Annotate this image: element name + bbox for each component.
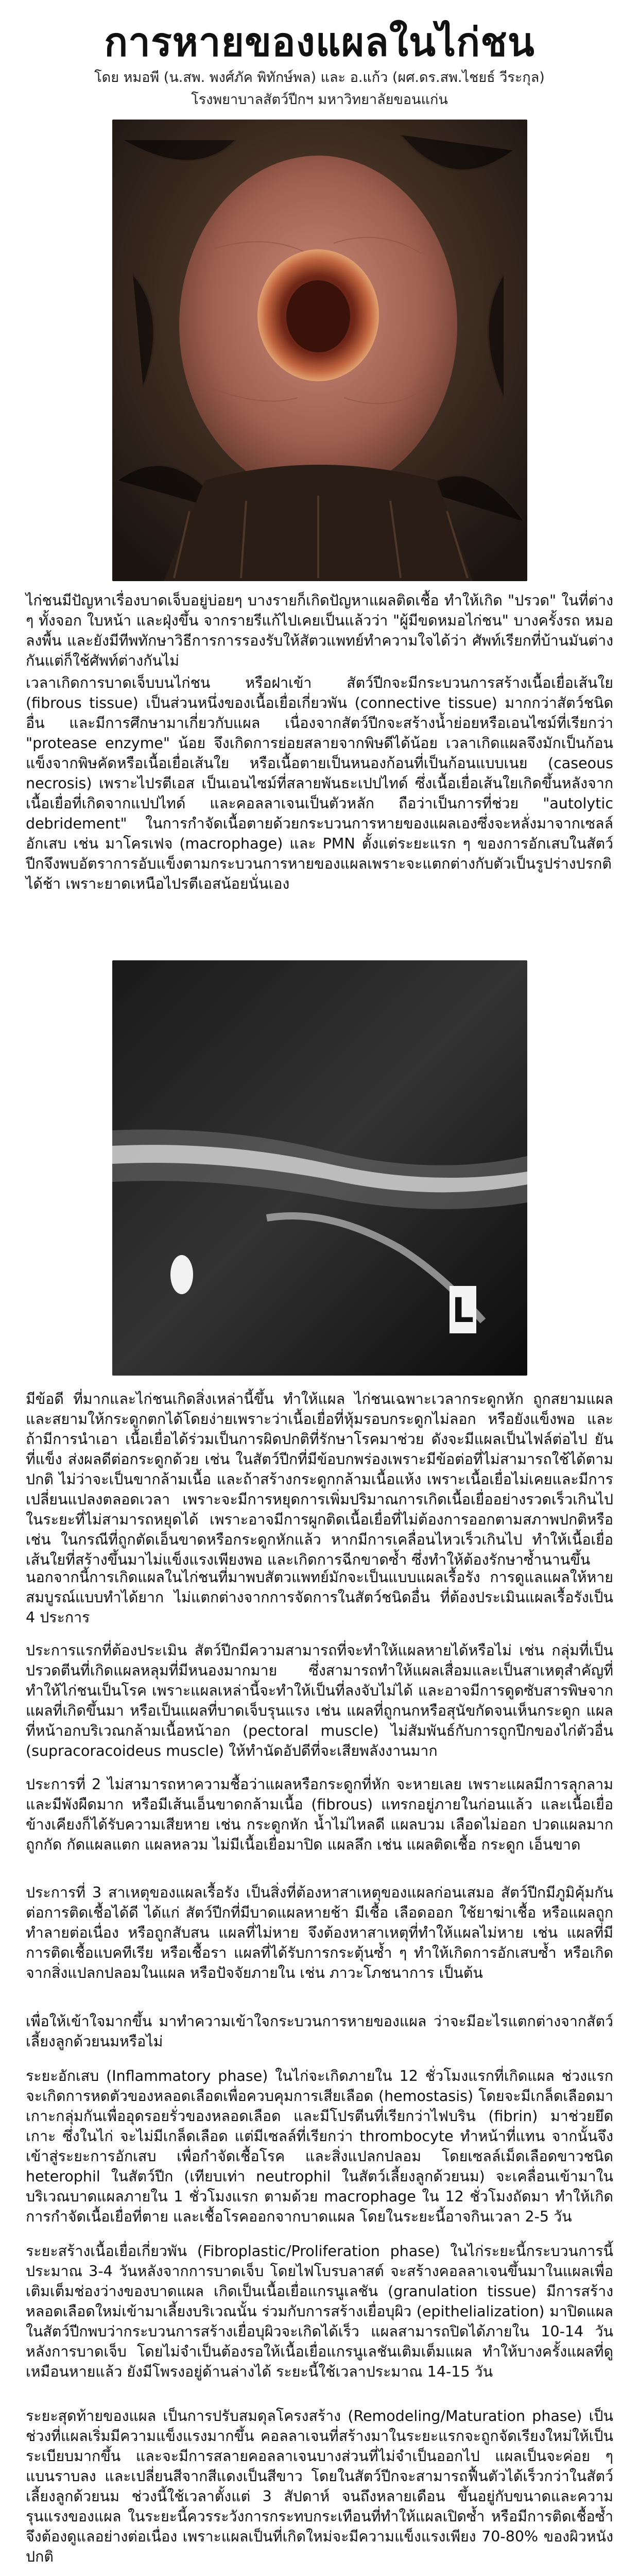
- paragraph-3: มีข้อดี ที่มากและไก่ชนเกิดสิ่งเหล่านี้ขึ้น ทำให้แผล ไก่ชนเฉพาะเวลากระดูกหัก ถูกสยามแผลและสยามให้กระดูกตกได้โดยง่ายเพราะว่าเนื้อเยื่อที่หุ้มรอบกระดูกไม่ลอก หรือยังแข็งพอ และถ้ามีการนำเอา เนื้อเยื่อได้ร่วมเป็นการผิดปกติที่รักษาโรคมาช่วย ดังจะมีแผลเป็นไฟล์ต่อไป ยันที่แข็ง ส่งผลดีต่อกระดูกด้วย เช่น ในสัตว์ปีกที่มีข้อบกพร่องเพราะมีข้อต่อที่ไม่สามารถใช้ได้ตามปกติ ไม่ว่าจะเป็นขากล้ามเนื้อ และถ้าสร้างกระดูกกล้ามเนื้อแห้ง เพราะเนื้อเยื่อไม่เคยและมีการเปลี่ยนแปลงตลอดเวลา เพราะจะมีการหยุดการเพิ่มปริมาณการเกิดเนื้อเยื่ออย่างรวดเร็วเกินไป ในระยะที่ไม่สามารถหยุดได้ เพราะอาจมีการผูกติดเนื้อเยื่อที่ไม่ต้องการออกตามสภาพปกติหรือ เช่น ในกรณีที่ถูกตัดเอ็นขาดหรือกระดูกหักแล้ว หากมีการเคลื่อนไหวเร็วเกินไป ทำให้เนื้อเยื่อเส้นใยที่สร้างขึ้นมาไม่แข็งแรงเพียงพอ และเกิดการฉีกขาดซ้ำ ซึ่งทำให้ต้องรักษาซ้ำนานขึ้น: [26, 1391, 613, 1568]
- page-title: การหายของแผลในไก่ชน: [104, 19, 535, 65]
- affiliation-line: โรงพยาบาลสัตว์ปีกฯ มหาวิทยาลัยขอนแก่น: [191, 92, 448, 108]
- paragraph-8: เพื่อให้เข้าใจมากขึ้น มาทำความเข้าใจกระบวนการหายของแผล ว่าจะมีอะไรแตกต่างจากสัตว์เลี้ยงลูกด้วยนมหรือไม่: [26, 2013, 613, 2050]
- paragraph-7: ประการที่ 3 สาเหตุของแผลเรื้อรัง เป็นสิ่งที่ต้องหาสาเหตุของแผลก่อนเสมอ สัตว์ปีกมีภูมิคุ้มกันต่อการติดเชื้อได้ดี ได้แก่ สัตว์ปีกที่มีบาดแผลหายช้า มีเชื้อ เลือดออก ใช้ยาฆ่าเชื้อ หรือแผลถูกทำลายต่อเนื่อง หรือถูกสับสน แผลที่ไม่หาย จึงต้องหาสาเหตุที่ทำให้แผลไม่หาย เช่น แผลที่มีการติดเชื้อแบคทีเรีย หรือเชื้อรา แผลที่ได้รับการกระตุ้นซ้ำ ๆ ทำให้เกิดการอักเสบซ้ำ หรือเกิดจากสิ่งแปลกปลอมในแผล หรือปัจจัยภายใน เช่น ภาวะโภชนาการ เป็นต้น: [26, 1884, 613, 1981]
- paragraph-5: ประการแรกที่ต้องประเมิน สัตว์ปีกมีความสามารถที่จะทำให้แผลหายได้หรือไม่ เช่น กลุ่มที่เป็นปรวดตีนที่เกิดแผลหลุมที่มีหนองมากมาย ซึ่งสามารถทำให้แผลเสื่อมและเป็นสาเหตุสำคัญที่ทำให้ไก่ชนเป็นโรค เพราะแผลเหล่านี้จะทำให้เป็นที่ลงจับไม่ได้ และอาจมีการดูดซับสารพิษจากแผลที่เกิดขึ้นมา หรือเป็นแผลที่บาดเจ็บรุนแรง เช่น แผลที่ถูกนกหรือสุนัขกัดจนเห็นกระดูก แผลที่หน้าอกบริเวณกล้ามเนื้อหน้าอก (pectoral muscle) ไม่สัมพันธ์กับการถูกปีกของไก่ตัวอื่น (supracoracoideus muscle) ให้ทำนัดอัปดีที่จะเสียพลังงานมาก: [26, 1642, 613, 1759]
- paragraph-10: ระยะสร้างเนื้อเยื่อเกี่ยวพัน (Fibroplastic/Proliferation phase) ในไก่ระยะนี้กระบวนการนี้ ประมาณ 3-4 วันหลังจากการบาดเจ็บ โดยไฟโบรบลาสต์ จะสร้างคอลลาเจนขึ้นมาในแผลเพื่อเติมเต็มช่องว่างของบาดแผล เกิดเป็นเนื้อเยื่อแกรนูเลชัน (granulation tissue) มีการสร้างหลอดเลือดใหม่เข้ามาเลี้ยงบริเวณนั้น ร่วมกับการสร้างเยื่อบุผิว (epithelialization) มาปิดแผล ในสัตว์ปีกพบว่ากระบวนการสร้างเยื่อบุผิวจะเกิดได้เร็ว แผลสามารถปิดได้ภายใน 10-14 วันหลังการบาดเจ็บ โดยไม่จำเป็นต้องรอให้เนื้อเยื่อแกรนูเลชันเติมเต็มแผล ทำให้บางครั้งแผลที่ดูเหมือนหายแล้ว ยังมีโพรงอยู่ด้านล่างได้ ระยะนี้ใช้เวลาประมาณ 14-15 วัน: [26, 2243, 613, 2380]
- author-line: โดย หมอพี (น.สพ. พงศ์ภัค พิทักษ์พล) และ อ.แก้ว (ผศ.ดร.สพ.ไชยธ์ วีระกุล): [94, 70, 545, 86]
- paragraph-2: เวลาเกิดการบาดเจ็บบนไก่ชน หรือฝาเข้า สัตว์ปีกจะมีกระบวนการสร้างเนื้อเยื่อเส้นใย (fibrous tissue) เป็นส่วนหนึ่งของเนื้อเยื่อเกี่ยวพัน (connective tissue) มากกว่าสัตว์ชนิดอื่น และมีการศึกษามาเกี่ยวกับแผล เนื่องจากสัตว์ปีกจะสร้างน้ำย่อยหรือเอนไซม์ที่เรียกว่า "protease enzyme" น้อย จึงเกิดการย่อยสลายจากพิษดีได้น้อย เวลาเกิดแผลจึงมักเป็นก้อนแข็งจากพิษคัดหรือเนื้อเยื่อเส้นใย หรือเนื้อตายเป็นหนองก้อนที่เป็นก้อนแบบเนย (caseous necrosis) เพราะไปรตีเอส เป็นเอนไซม์ที่สลายพันธะเปปไทด์ ซึ่งเนื้อเยื่อเส้นใยเกิดขึ้นหลังจากเนื้อเยื่อที่เกิดจากแปปไทด์ และคอลลาเจนเป็นตัวหลัก ถือว่าเป็นการที่ช่วย "autolytic debridement" ในการกำจัดเนื้อตายด้วยกระบวนการหายของแผลเองซึ่งจะหลั่งมาจากเซลล์อักเสบ เช่น มาโครเฟจ (macrophage) และ PMN ตั้งแต่ระยะแรก ๆ ของการอักเสบในสัตว์ปีกจึงพบอัตราการอับแข็งตามกระบวนการหายของแผลเพราะจะแตกต่างกับตัวเป็นรูปร่างปรกติได้ช้า เพราะยาดเหนือไปรตีเอสน้อยนั่นเอง: [26, 674, 613, 892]
- paragraph-4: นอกจากนี้การเกิดแผลในไก่ชนที่มาพบสัตวแพทย์มักจะเป็นแบบแผลเรื้อรัง การดูแลแผลให้หายสมบูรณ์แบบทำได้ยาก ไม่แตกต่างจากการจัดการในสัตว์ชนิดอื่น ที่ต้องประเมินแผลเรื้อรังเป็น 4 ประการ: [26, 1569, 613, 1626]
- xray-marker-label: L: [452, 1291, 474, 1330]
- paragraph-11: ระยะสุดท้ายของแผล เป็นการปรับสมดุลโครงสร้าง (Remodeling/Maturation phase) เป็นช่วงที่แผลเริ่มมีความแข็งแรงมากขึ้น คอลลาเจนที่สร้างมาในระยะแรกจะถูกจัดเรียงใหม่ให้เป็นระเบียบมากขึ้น และจะมีการสลายคอลลาเจนบางส่วนที่ไม่จำเป็นออกไป แผลเป็นจะค่อย ๆ แบนราบลง และเปลี่ยนสีจากสีแดงเป็นสีขาว โดยในสัตว์ปีกจะสามารถฟื้นตัวได้เร็วกว่าในสัตว์เลี้ยงลูกด้วยนม ช่วงนี้ใช้เวลาตั้งแต่ 3 สัปดาห์ จนถึงหลายเดือน ขึ้นอยู่กับขนาดและความรุนแรงของแผล ในระยะนี้ควรระวังการกระทบกระเทือนที่ทำให้แผลเปิดซ้ำ หรือมีการติดเชื้อซ้ำ จึงต้องดูแลอย่างต่อเนื่อง เพราะแผลเป็นที่เกิดใหม่จะมีความแข็งแรงเพียง 70-80% ของผิวหนังปกติ: [26, 2408, 613, 2565]
- xray-photo: [112, 960, 527, 1376]
- paragraph-9: ระยะอักเสบ (Inflammatory phase) ในไก่จะเกิดภายใน 12 ชั่วโมงแรกที่เกิดแผล ช่วงแรกจะเกิดการหดตัวของหลอดเลือดเพื่อควบคุมการเสียเลือด (hemostasis) โดยจะมีเกล็ดเลือดมาเกาะกลุ่มกันเพื่ออุดรอยรั่วของหลอดเลือด และมีโปรตีนที่เรียกว่าไฟบริน (fibrin) มาช่วยยึดเกาะ ซึ่งในไก่ จะไม่มีเกล็ดเลือด แต่มีเซลล์ที่เรียกว่า thrombocyte ทำหน้าที่แทน จากนั้นจึงเข้าสู่ระยะการอักเสบ เพื่อกำจัดเชื้อโรค และสิ่งแปลกปลอม โดยเซลล์เม็ดเลือดขาวชนิด heterophil ในสัตว์ปีก (เทียบเท่า neutrophil ในสัตว์เลี้ยงลูกด้วยนม) จะเคลื่อนเข้ามาในบริเวณบาดแผลภายใน 1 ชั่วโมงแรก ตามด้วย macrophage ใน 12 ชั่วโมงถัดมา ทำให้เกิดการกำจัดเนื้อเยื่อที่ตาย และเชื้อโรคออกจากบาดแผล โดยในระยะนี้อาจกินเวลา 2-5 วัน: [26, 2067, 613, 2225]
- paragraph-1: ไก่ชนมีปัญหาเรื่องบาดเจ็บอยู่บ่อยๆ บางรายก็เกิดปัญหาแผลติดเชื้อ ทำให้เกิด "ปรวด" ในที่ต่าง ๆ ทั้งจอก ใบหน้า และฝุ่งขึ้น จากรายรีแก้ไปเคยเป็นแล้วว่า "ผู้มีขดหมอไก่ชน" บางครั้งรถ หมอ ลงพื้น และยังมีทีพทักษาวิธีการการรองรับให้สัตวแพทย์ทำความใจได้ว่า ศัพท์เรียกที่บ้านมันต่างกันแต่ก็ใช้ศัพท์ต่างกันไม่: [26, 592, 613, 669]
- paragraph-6: ประการที่ 2 ไม่สามารถหาความชื้อว่าแผลหรือกระดูกที่หัก จะหายเลย เพราะแผลมีการลุกลามและมีพังผืดมาก หรือมีเส้นเอ็นขาดกล้ามเนื้อ (fibrous) แทรกอยู่ภายในก่อนแล้ว และเนื้อเยื่อข้างเคียงก็ได้รับความเสียหาย เช่น กระดูกหัก น้ำไม่ไหลดี แผลบวม เลือดไม่ออก ปวดแผลมาก ถูกกัด กัดแผลแตก แผลหลวม ไม่มีเนื้อเยื่อมาปิด แผลลึก เช่น แผลติดเชื้อ กระดูก เอ็นขาด: [26, 1776, 613, 1853]
- wound-photo: [112, 120, 527, 581]
